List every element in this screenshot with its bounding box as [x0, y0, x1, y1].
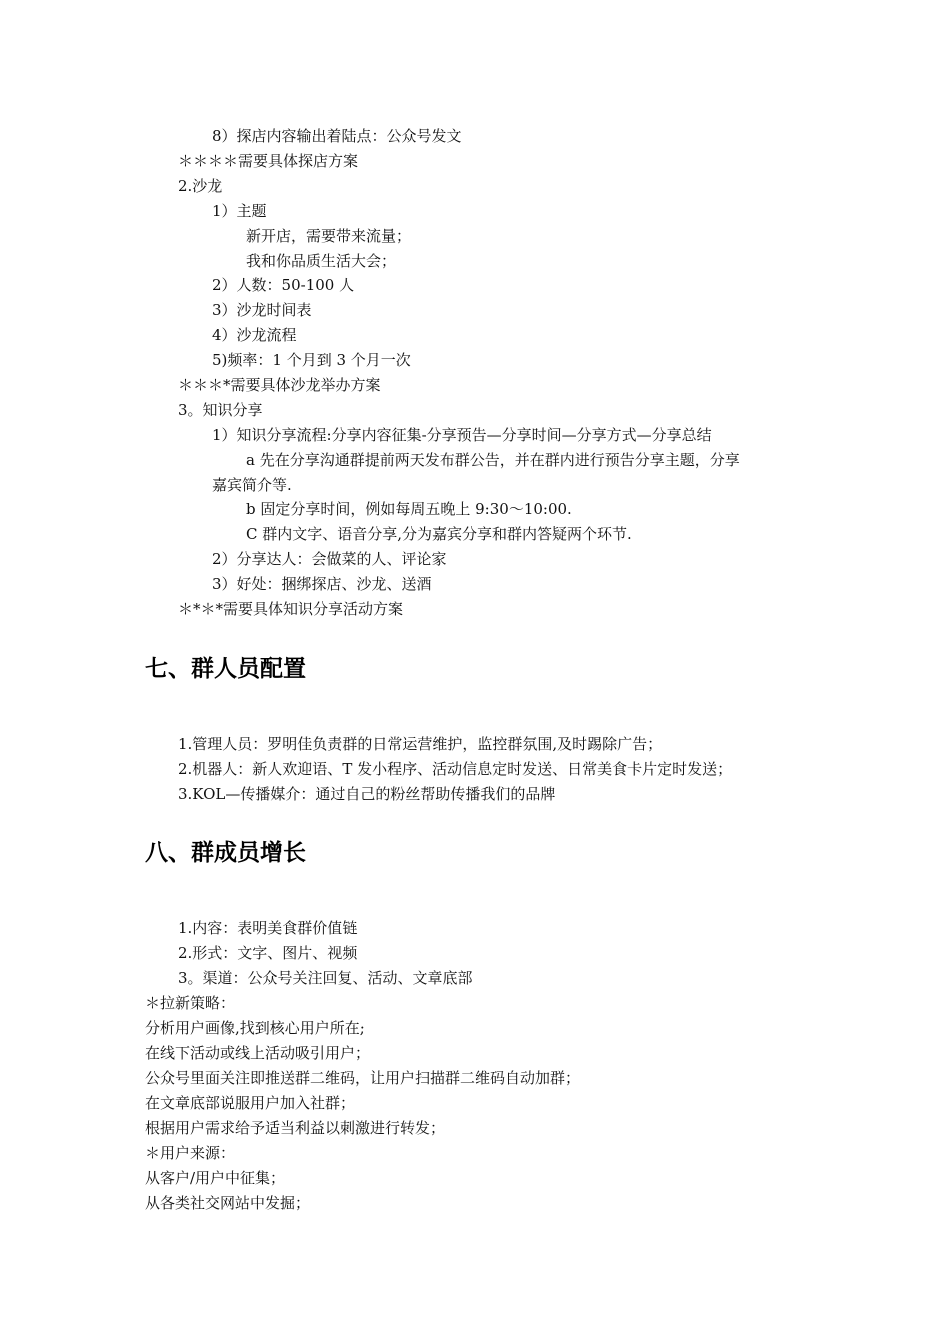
sharing-process-line: 1）知识分享流程:分享内容征集-分享预告—分享时间—分享方式—分享总结 [212, 426, 712, 444]
store-visit-plan-note: ＊＊＊＊需要具体探店方案 [178, 152, 359, 170]
staff-admin-line: 1.管理人员：罗明佳负责群的日常运营维护，监控群氛围,及时踢除广告； [178, 735, 663, 753]
strategy-item-3: 公众号里面关注即推送群二维码，让用户扫描群二维码自动加群； [145, 1069, 581, 1087]
staff-bot-line: 2.机器人：新人欢迎语、T 发小程序、活动信息定时发送、日常美食卡片定时发送； [178, 760, 733, 778]
sharing-step-c-line: C 群内文字、语音分享,分为嘉宾分享和群内答疑两个环节. [246, 525, 632, 543]
salon-theme-item-2: 我和你品质生活大会； [246, 252, 397, 270]
salon-theme-label: 1）主题 [212, 202, 267, 220]
section-7-heading: 七、群人员配置 [145, 656, 306, 682]
acquisition-strategy-label: ＊拉新策略： [145, 994, 236, 1012]
store-visit-output-line: 8）探店内容输出着陆点：公众号发文 [212, 127, 462, 145]
sharing-plan-note: ＊*＊*需要具体知识分享活动方案 [178, 600, 404, 618]
salon-process-line: 4）沙龙流程 [212, 326, 297, 344]
user-source-label: ＊用户来源： [145, 1144, 236, 1162]
salon-plan-note: ＊＊＊*需要具体沙龙举办方案 [178, 376, 381, 394]
growth-content-line: 1.内容：表明美食群价值链 [178, 919, 358, 937]
salon-attendance-line: 2）人数：50-100 人 [212, 276, 355, 294]
user-source-item-2: 从各类社交网站中发掘； [145, 1194, 311, 1212]
salon-theme-item-1: 新开店，需要带来流量； [246, 227, 412, 245]
salon-frequency-line: 5)频率：1 个月到 3 个月一次 [212, 351, 411, 369]
sharing-step-a-line-1: a 先在分享沟通群提前两天发布群公告，并在群内进行预告分享主题，分享 [246, 451, 740, 469]
knowledge-sharing-heading: 3。知识分享 [178, 401, 263, 419]
user-source-item-1: 从客户/用户中征集； [145, 1169, 286, 1187]
strategy-item-1: 分析用户画像,找到核心用户所在; [145, 1019, 365, 1037]
strategy-item-4: 在文章底部说服用户加入社群； [145, 1094, 356, 1112]
strategy-item-2: 在线下活动或线上活动吸引用户； [145, 1044, 371, 1062]
section-8-heading: 八、群成员增长 [145, 840, 306, 866]
growth-format-line: 2.形式：文字、图片、视频 [178, 944, 358, 962]
sharing-experts-line: 2）分享达人：会做菜的人、评论家 [212, 550, 447, 568]
staff-kol-line: 3.KOL—传播媒介：通过自己的粉丝帮助传播我们的品牌 [178, 785, 556, 803]
salon-schedule-line: 3）沙龙时间表 [212, 301, 312, 319]
sharing-step-b-line: b 固定分享时间，例如每周五晚上 9:30～10:00. [246, 500, 572, 518]
sharing-benefits-line: 3）好处：捆绑探店、沙龙、送酒 [212, 575, 432, 593]
salon-heading: 2.沙龙 [178, 177, 223, 195]
growth-channel-line: 3。渠道：公众号关注回复、活动、文章底部 [178, 969, 473, 987]
strategy-item-5: 根据用户需求给予适当利益以刺激进行转发； [145, 1119, 446, 1137]
sharing-step-a-line-2: 嘉宾简介等. [212, 476, 292, 494]
